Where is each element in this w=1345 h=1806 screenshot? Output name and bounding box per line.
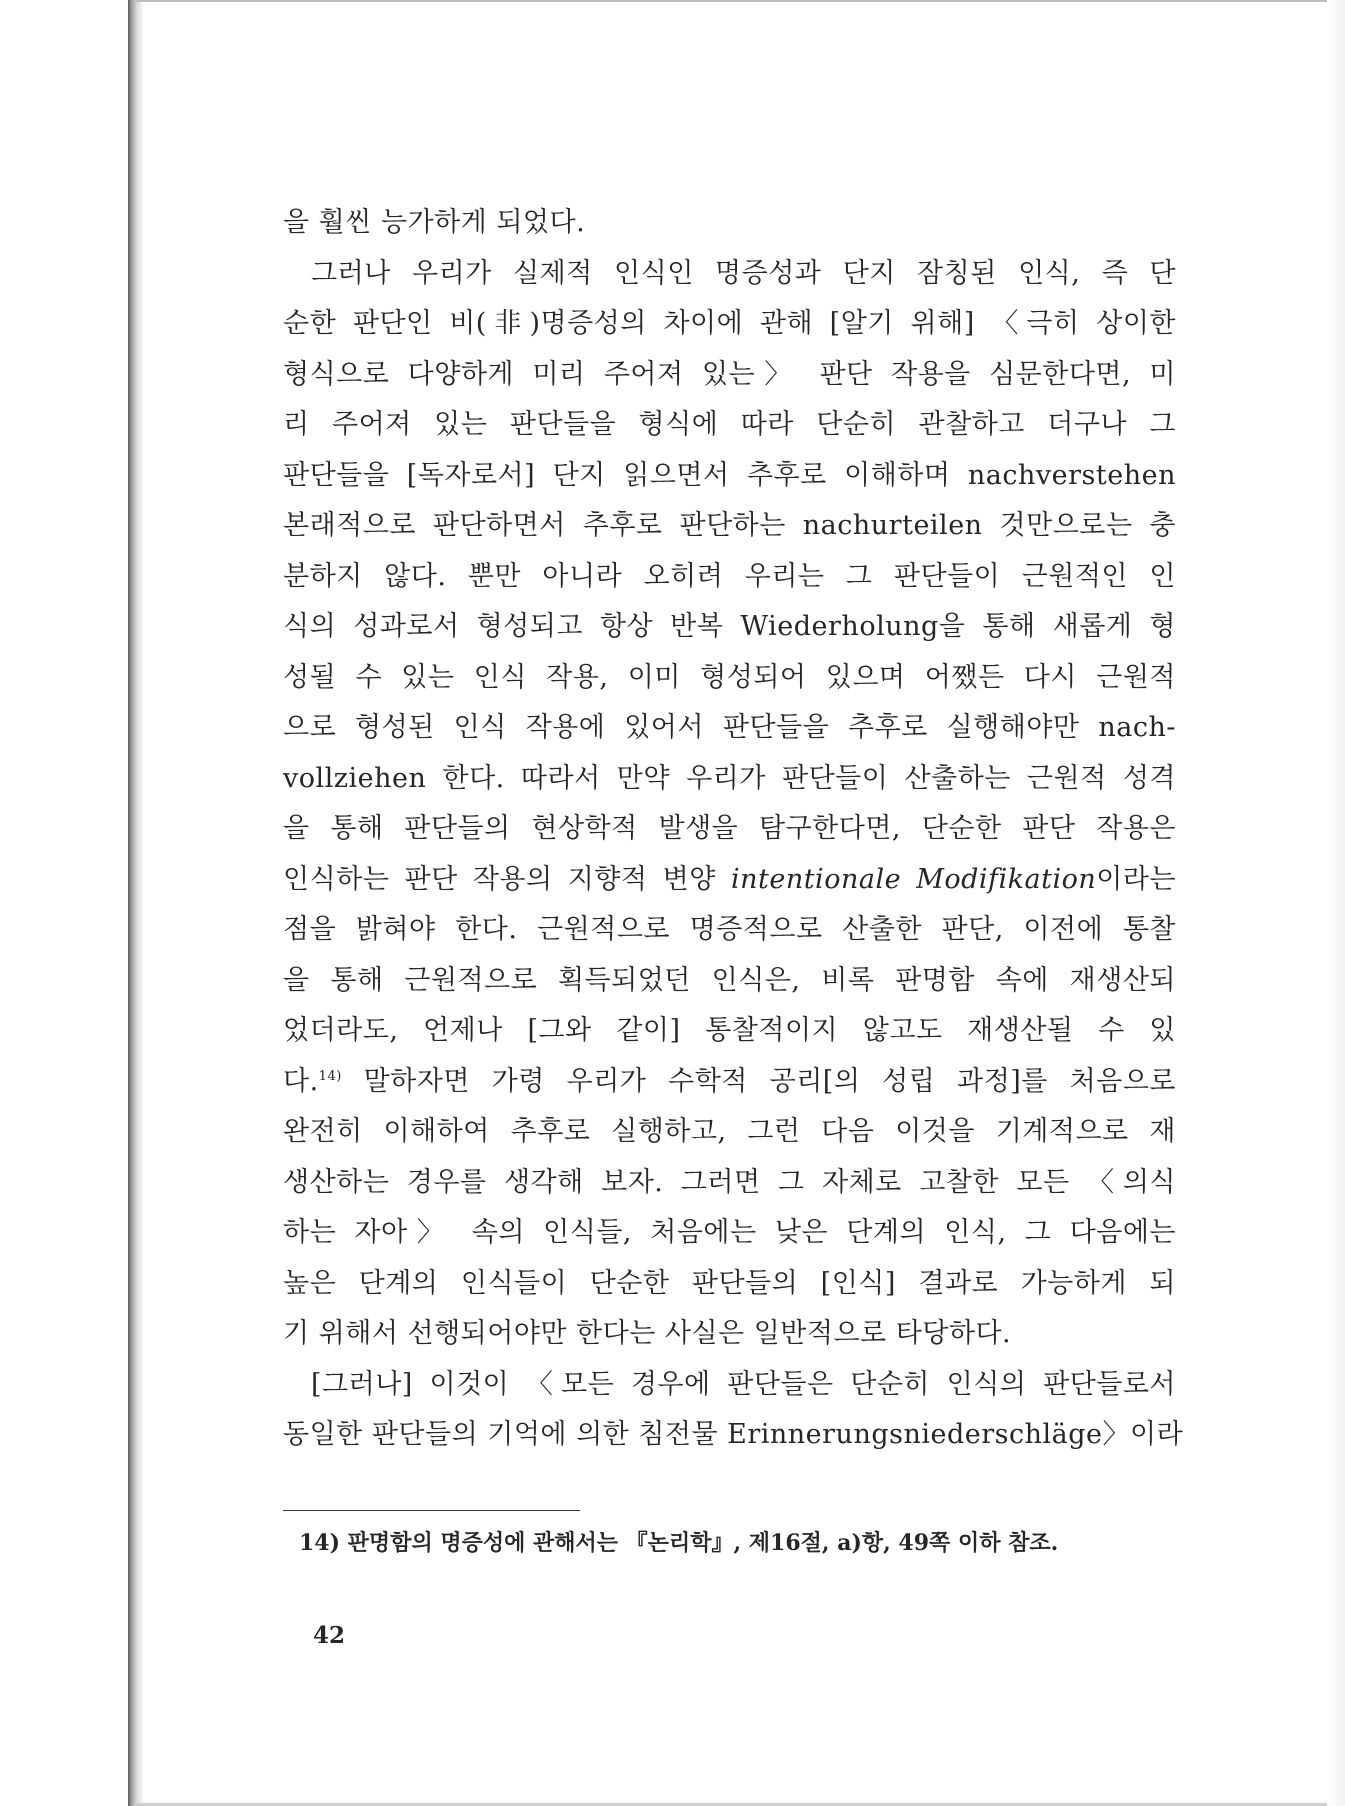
text-line: 본래적으로 판단하면서 추후로 판단하는 nachurteilen 것만으로는 충 [283,510,1176,541]
text-line: [그러나] 이것이 〈모든 경우에 판단들은 단순히 인식의 판단들로서 [311,1368,1176,1400]
text-line-with-footnote-ref [283,1057,1176,1108]
text-line: 하는 자아〉 속의 인식들, 처음에는 낮은 단계의 인식, 그 다음에는 [283,1217,1176,1248]
text-line: 완전히 이해하여 추후로 실행하고, 그런 다음 이것을 기계적으로 재 [283,1116,1176,1147]
outer-margin [0,0,128,1806]
footnote: 14) 판명함의 명증성에 관해서는 『논리학』, 제16절, a)항, 49쪽 이하 참조. [299,1530,1059,1556]
text-line: 형식으로 다양하게 미리 주어져 있는〉 판단 작용을 심문한다면, 미 [283,358,1176,390]
body-text [283,198,1184,1461]
line-text: 말하자면 가령 우리가 수학적 공리[의 성립 과정]를 처음으로 [363,1065,1176,1097]
text-line: 을 통해 판단들의 현상학적 발생을 탐구한다면, 단순한 판단 작용은 [283,813,1176,844]
text-line: 식의 성과로서 형성되고 항상 반복 Wiederholung을 통해 새롭게 형 [283,611,1176,642]
page-number: 42 [313,1622,346,1649]
text-line: 판단들을 [독자로서] 단지 읽으면서 추후로 이해하며 nachverstehen [283,459,1176,491]
page-binding-edge [128,0,144,1806]
text-line: 분하지 않다. 뿐만 아니라 오히려 우리는 그 판단들이 근원적인 인 [283,560,1176,592]
text-line: 높은 단계의 인식들이 단순한 판단들의 [인식] 결과로 가능하게 되 [283,1267,1176,1299]
page-right-edge [1327,0,1345,1806]
text-line: 점을 밝혀야 한다. 근원적으로 명증적으로 산출한 판단, 이전에 통찰 [283,914,1176,945]
text-line: 그러나 우리가 실제적 인식인 명증성과 단지 잠칭된 인식, 즉 단 [311,257,1176,289]
text-line: vollziehen 한다. 따라서 만약 우리가 판단들이 산출하는 근원적 성격 [283,762,1176,794]
italic-term: intentionale Modifikation [730,863,1097,895]
sentence-end: 다. [283,1065,319,1097]
text-line: 으로 형성된 인식 작용에 있어서 판단들을 추후로 실행해야만 nach- [283,712,1176,743]
footnote-divider [283,1510,580,1511]
text-line: 성될 수 있는 인식 작용, 이미 형성되어 있으며 어쨌든 다시 근원적 [283,661,1176,693]
page-top-border [134,0,1345,2]
text-line: 을 훨씬 능가하게 되었다. [283,207,586,238]
footnote-reference: 14) [318,1068,342,1084]
text-line: 을 통해 근원적으로 획득되었던 인식은, 비록 판명함 속에 재생산되 [283,964,1176,996]
text-line: 었더라도, 언제나 [그와 같이] 통찰적이지 않고도 재생산될 수 있 [283,1015,1176,1046]
text-line: 동일한 판단들의 기억에 의한 침전물 Erinnerungsniederschläge〉이라 [283,1419,1184,1450]
text-line: 인식하는 판단 작용의 지향적 변양 intentionale Modifikation이라는 [283,863,1177,895]
text-line: 순한 판단인 비(非)명증성의 차이에 관해 [알기 위해] 〈극히 상이한 [283,308,1176,339]
text-line: 생산하는 경우를 생각해 보자. 그러면 그 자체로 고찰한 모든 〈의식 [283,1166,1176,1198]
text-line: 리 주어져 있는 판단들을 형식에 따라 단순히 관찰하고 더구나 그 [283,409,1176,440]
text-line: 기 위해서 선행되어야만 한다는 사실은 일반적으로 타당하다. [283,1318,1012,1349]
